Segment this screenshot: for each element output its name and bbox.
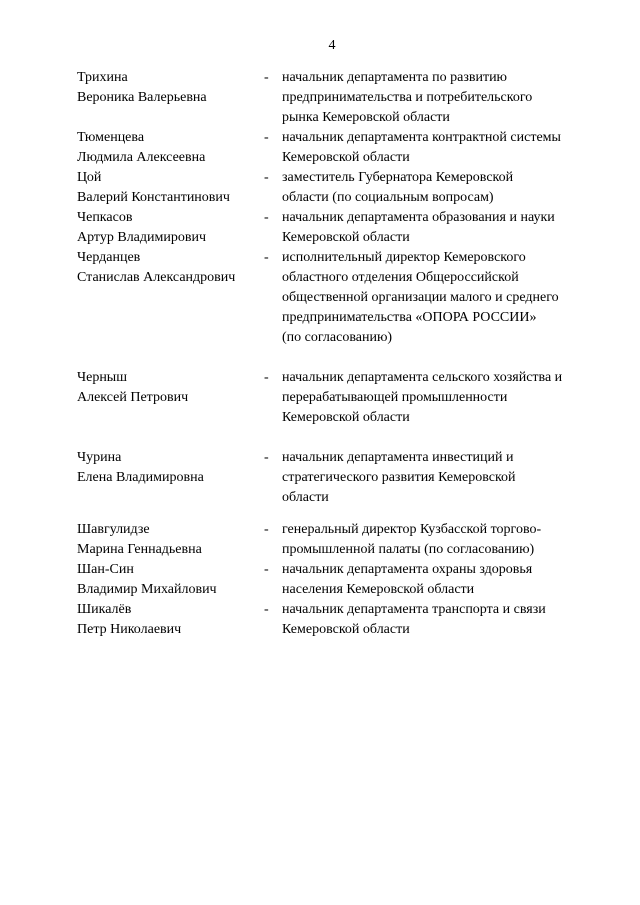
member-surname: Черданцев (77, 250, 141, 265)
role-line: начальник департамента охраны здоровья (282, 562, 533, 577)
member-given-names: Владимир Михайлович (77, 582, 217, 597)
member-given-names: Марина Геннадьевна (77, 542, 202, 557)
list-item (77, 560, 607, 600)
role-line: областного отделения Общероссийской (282, 270, 519, 285)
role-line: начальник департамента образования и науки (282, 210, 555, 225)
member-surname: Трихина (77, 70, 128, 85)
dash-separator: - (264, 170, 269, 185)
role-line: исполнительный директор Кемеровского (282, 250, 526, 265)
member-name (77, 368, 257, 408)
member-role (282, 560, 602, 600)
member-given-names: Людмила Алексеевна (77, 150, 206, 165)
member-given-names: Алексей Петрович (77, 390, 189, 405)
role-line: перерабатывающей промышленности (282, 390, 508, 405)
dash-separator: - (264, 70, 269, 85)
role-line: стратегического развития Кемеровской (282, 470, 516, 485)
role-line: Кемеровской области (282, 622, 410, 637)
member-name (77, 128, 257, 168)
member-role (282, 448, 602, 508)
member-given-names: Елена Владимировна (77, 470, 204, 485)
role-line: (по согласованию) (282, 330, 393, 345)
role-line: населения Кемеровской области (282, 582, 475, 597)
member-role (282, 520, 602, 560)
list-item (77, 168, 607, 208)
member-name (77, 208, 257, 248)
list-item (77, 68, 607, 128)
member-given-names: Артур Владимирович (77, 230, 207, 245)
role-line: Кемеровской области (282, 410, 410, 425)
role-line: Кемеровской области (282, 150, 410, 165)
member-given-names: Петр Николаевич (77, 622, 182, 637)
role-line: заместитель Губернатора Кемеровской (282, 170, 514, 185)
role-line: начальник департамента транспорта и связи (282, 602, 546, 617)
list-item (77, 128, 607, 168)
member-given-names: Станислав Александрович (77, 270, 236, 285)
member-role (282, 128, 602, 168)
list-item (77, 448, 607, 508)
member-name (77, 560, 257, 600)
role-line: предпринимательства и потребительского (282, 90, 533, 105)
member-given-names: Валерий Константинович (77, 190, 230, 205)
member-role (282, 600, 602, 640)
member-surname: Шикалёв (77, 602, 132, 617)
member-given-names: Вероника Валерьевна (77, 90, 207, 105)
role-line: области (по социальным вопросам) (282, 190, 494, 205)
dash-separator: - (264, 450, 269, 465)
member-role (282, 368, 602, 428)
role-line: общественной организации малого и среднего (282, 290, 559, 305)
list-item (77, 600, 607, 640)
member-role (282, 68, 602, 128)
member-surname: Шавгулидзе (77, 522, 150, 537)
member-name (77, 520, 257, 560)
member-name (77, 248, 257, 288)
dash-separator: - (264, 210, 269, 225)
member-role (282, 208, 602, 248)
member-name (77, 68, 257, 108)
member-name (77, 448, 257, 488)
role-line: начальник департамента по развитию (282, 70, 508, 85)
role-line: предпринимательства «ОПОРА РОССИИ» (282, 310, 537, 325)
member-surname: Цой (77, 170, 102, 185)
dash-separator: - (264, 602, 269, 617)
list-item (77, 208, 607, 248)
role-line: Кемеровской области (282, 230, 410, 245)
list-item (77, 520, 607, 560)
member-role (282, 168, 602, 208)
dash-separator: - (264, 562, 269, 577)
list-item (77, 368, 607, 428)
role-line: промышленной палаты (по согласованию) (282, 542, 535, 557)
dash-separator: - (264, 250, 269, 265)
role-line: начальник департамента инвестиций и (282, 450, 514, 465)
role-line: начальник департамента контрактной системы (282, 130, 561, 145)
member-surname: Чепкасов (77, 210, 133, 225)
role-line: начальник департамента сельского хозяйства и (282, 370, 563, 385)
member-list (77, 68, 607, 640)
page-number: 4 (328, 38, 336, 53)
role-line: генеральный директор Кузбасской торгово- (282, 522, 542, 537)
member-surname: Тюменцева (77, 130, 145, 145)
member-surname: Черныш (77, 370, 127, 385)
member-surname: Чурина (77, 450, 122, 465)
dash-separator: - (264, 370, 269, 385)
role-line: рынка Кемеровской области (282, 110, 450, 125)
list-item (77, 248, 607, 348)
role-line: области (282, 490, 329, 505)
member-name (77, 600, 257, 640)
member-surname: Шан-Син (77, 562, 134, 577)
dash-separator: - (264, 522, 269, 537)
dash-separator: - (264, 130, 269, 145)
member-name (77, 168, 257, 208)
member-role (282, 248, 602, 348)
